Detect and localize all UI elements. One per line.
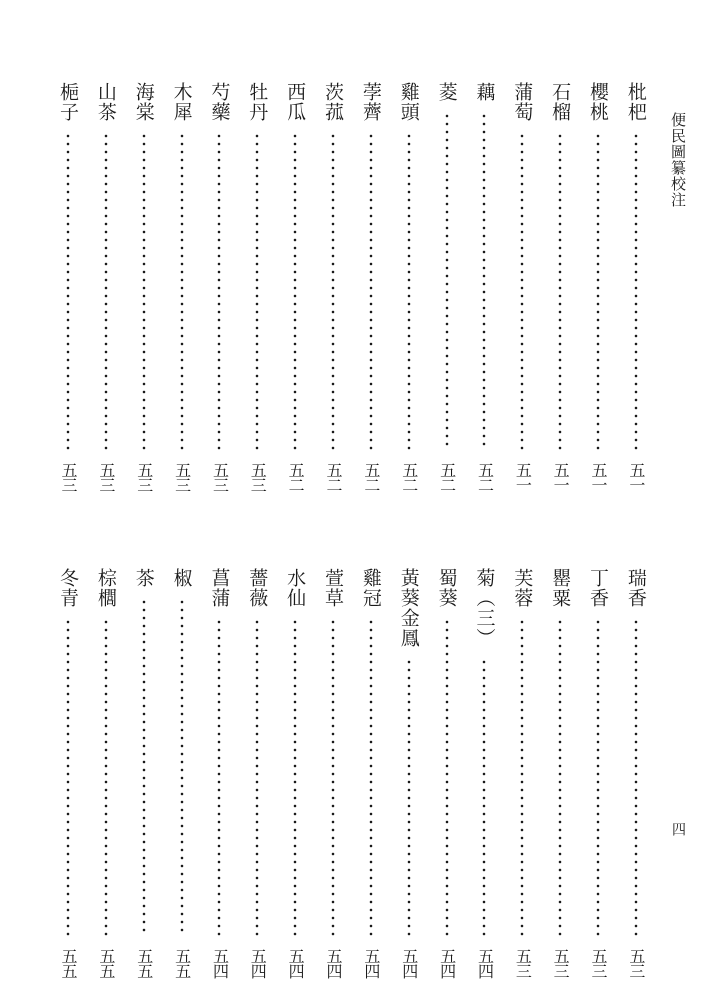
entry-title: 芙蓉	[511, 568, 534, 608]
entry-title: 菊（三）	[473, 568, 496, 648]
dot-leader	[217, 132, 221, 450]
page-number: 四	[670, 822, 686, 836]
dot-leader	[482, 658, 486, 936]
dot-leader	[331, 618, 335, 936]
entry-title: 梔子	[57, 82, 79, 122]
dot-leader	[66, 132, 70, 450]
toc-entry[interactable]	[317, 82, 349, 492]
entry-page-number: 五四	[361, 948, 381, 978]
toc-entry[interactable]	[620, 568, 652, 978]
running-title: 便民圖纂校注	[669, 112, 687, 208]
toc-entry[interactable]	[355, 82, 387, 492]
entry-title: 石榴	[549, 82, 572, 122]
dot-leader	[407, 132, 411, 450]
dot-leader	[634, 618, 638, 936]
entry-title: 冬青	[57, 568, 79, 608]
entry-title: 丁香	[587, 568, 610, 608]
dot-leader	[142, 132, 146, 450]
entry-page-number: 五三	[248, 462, 268, 492]
dot-leader	[255, 132, 259, 450]
toc-entry[interactable]	[468, 82, 500, 492]
dot-leader	[331, 132, 335, 450]
entry-page-number: 五三	[589, 948, 609, 978]
toc-entry[interactable]	[166, 82, 198, 492]
toc-entry[interactable]	[241, 568, 273, 978]
entry-title: 萱草	[322, 568, 345, 608]
toc-entry[interactable]	[90, 82, 122, 492]
entry-title: 蒲萄	[511, 82, 534, 122]
toc-entry[interactable]	[506, 568, 538, 978]
dot-leader	[520, 618, 524, 936]
entry-title: 椒	[170, 568, 193, 588]
entry-title: 薔薇	[246, 568, 269, 608]
toc-entry[interactable]	[468, 568, 500, 978]
dot-leader	[66, 618, 70, 936]
dot-leader	[255, 618, 259, 936]
toc-block-bottom	[52, 568, 652, 978]
dot-leader	[369, 132, 373, 450]
toc-entry[interactable]	[544, 82, 576, 492]
toc-entry[interactable]	[582, 82, 614, 492]
entry-page-number: 五二	[286, 462, 306, 492]
dot-leader	[407, 658, 411, 936]
dot-leader	[596, 132, 600, 450]
toc-block-top	[52, 82, 652, 492]
entry-page-number: 五三	[134, 462, 154, 492]
dot-leader	[482, 112, 486, 450]
dot-leader	[180, 598, 184, 936]
entry-page-number: 五三	[59, 462, 78, 492]
toc-entry[interactable]	[241, 82, 273, 492]
entry-page-number: 五二	[475, 462, 495, 492]
dot-leader	[558, 132, 562, 450]
toc-entry[interactable]	[317, 568, 349, 978]
entry-page-number: 五四	[324, 948, 344, 978]
dot-leader	[180, 132, 184, 450]
dot-leader	[369, 618, 373, 936]
entry-title: 藕	[473, 82, 496, 102]
entry-page-number: 五一	[513, 462, 533, 492]
toc-entry[interactable]	[544, 568, 576, 978]
toc-entry[interactable]	[431, 82, 463, 492]
dot-leader	[293, 618, 297, 936]
entry-page-number: 五二	[324, 462, 344, 492]
entry-title: 枇杷	[624, 82, 647, 122]
dot-leader	[445, 112, 449, 450]
entry-page-number: 五二	[437, 462, 457, 492]
entry-title: 荸薺	[359, 82, 382, 122]
entry-title: 瑞香	[624, 568, 647, 608]
entry-page-number: 五一	[551, 462, 571, 492]
entry-page-number: 五三	[626, 948, 646, 978]
toc-entry[interactable]	[203, 568, 235, 978]
entry-title: 櫻桃	[587, 82, 610, 122]
toc-entry[interactable]	[355, 568, 387, 978]
entry-title: 菖蒲	[208, 568, 231, 608]
toc-entry[interactable]	[582, 568, 614, 978]
toc-entry[interactable]	[279, 568, 311, 978]
entry-page-number: 五四	[437, 948, 457, 978]
entry-title: 菱	[435, 82, 458, 102]
entry-page-number: 五四	[399, 948, 419, 978]
toc-entry[interactable]	[52, 82, 84, 492]
entry-page-number: 五三	[96, 462, 116, 492]
dot-leader	[293, 132, 297, 450]
entry-page-number: 五四	[210, 948, 230, 978]
toc-entry[interactable]	[128, 82, 160, 492]
entry-title: 木犀	[170, 82, 193, 122]
entry-title: 罌粟	[549, 568, 572, 608]
entry-title: 雞頭	[397, 82, 420, 122]
dot-leader	[104, 132, 108, 450]
entry-page-number: 五五	[59, 948, 78, 978]
dot-leader	[445, 618, 449, 936]
entry-title: 西瓜	[284, 82, 307, 122]
toc-entry[interactable]	[128, 568, 160, 978]
toc-entry[interactable]	[52, 568, 84, 978]
entry-page-number: 五五	[96, 948, 116, 978]
dot-leader	[142, 598, 146, 936]
dot-leader	[104, 618, 108, 936]
toc-entry[interactable]	[90, 568, 122, 978]
entry-title: 茨菰	[322, 82, 345, 122]
toc-entry[interactable]	[279, 82, 311, 492]
dot-leader	[217, 618, 221, 936]
toc-entry[interactable]	[203, 82, 235, 492]
entry-title: 蜀葵	[435, 568, 458, 608]
entry-page-number: 五一	[626, 462, 646, 492]
entry-page-number: 五三	[551, 948, 571, 978]
dot-leader	[520, 132, 524, 450]
entry-title: 海棠	[132, 82, 155, 122]
entry-page-number: 五三	[210, 462, 230, 492]
entry-page-number: 五一	[589, 462, 609, 492]
entry-page-number: 五四	[286, 948, 306, 978]
entry-page-number: 五二	[361, 462, 381, 492]
entry-title: 黃葵金鳳	[397, 568, 420, 648]
toc-entry[interactable]	[166, 568, 198, 978]
entry-page-number: 五三	[172, 462, 192, 492]
dot-leader	[596, 618, 600, 936]
dot-leader	[634, 132, 638, 450]
entry-title: 棕櫚	[94, 568, 117, 608]
entry-page-number: 五五	[134, 948, 154, 978]
entry-title: 芍藥	[208, 82, 231, 122]
toc-entry[interactable]	[431, 568, 463, 978]
dot-leader	[558, 618, 562, 936]
entry-page-number: 五四	[475, 948, 495, 978]
toc-entry[interactable]	[506, 82, 538, 492]
entry-title: 牡丹	[246, 82, 269, 122]
entry-page-number: 五二	[399, 462, 419, 492]
entry-title: 山茶	[94, 82, 117, 122]
toc-entry[interactable]	[393, 568, 425, 978]
entry-page-number: 五三	[513, 948, 533, 978]
toc-entry[interactable]	[620, 82, 652, 492]
toc-entry[interactable]	[393, 82, 425, 492]
entry-title: 雞冠	[359, 568, 382, 608]
entry-title: 水仙	[284, 568, 307, 608]
entry-title: 茶	[132, 568, 155, 588]
entry-page-number: 五五	[172, 948, 192, 978]
entry-page-number: 五四	[248, 948, 268, 978]
